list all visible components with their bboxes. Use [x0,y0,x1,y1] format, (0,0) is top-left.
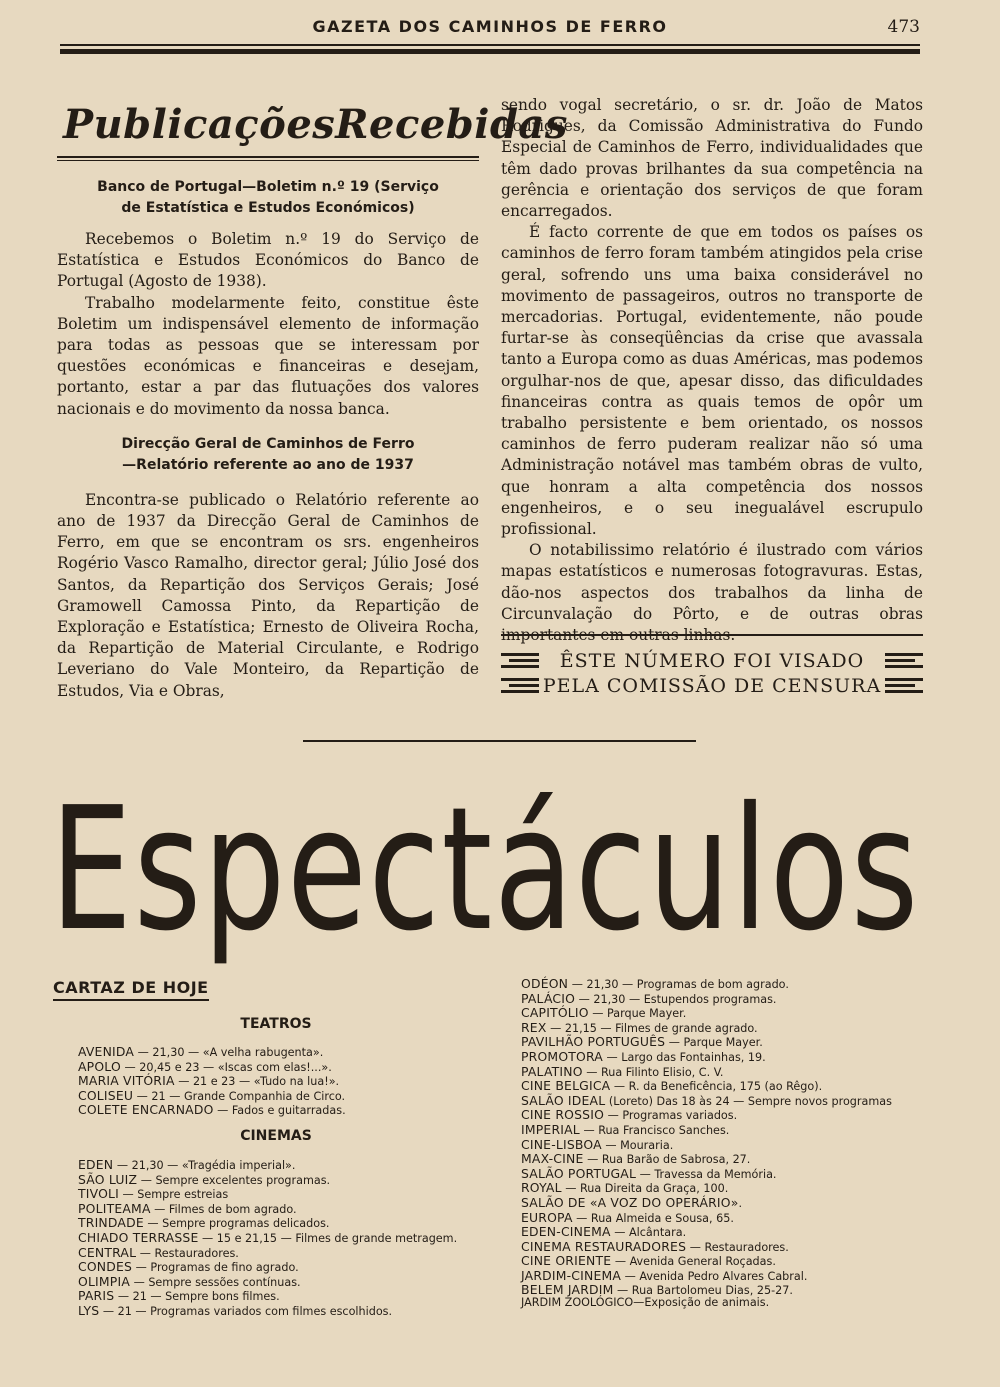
venue-name: SÃO LUIZ [78,1171,138,1187]
listing-item [521,1021,892,1036]
item2-paragraph2: sendo vogal secretário, o sr. dr. João de Matos Rodrigues, da Comissão Administrativa do Fundo Especial de Caminhos de Ferro, individualidades que têm dado provas brilhantes da sua competência na gerência e orientação dos serviços de que foram encarregados. [501,96,923,221]
venue-name: APOLO [78,1058,121,1074]
censorship-text1: ÊSTE NÚMERO FOI VISADO [559,649,865,672]
publication-title: GAZETA DOS CAMINHOS DE FERRO [312,17,668,36]
listing-item [78,1202,457,1217]
item1-heading [57,177,479,219]
venue-name: JARDIM-CINEMA [521,1267,622,1283]
jardim-zoologico: JARDIM ZOOLÓGICO—Exposição de animais. [521,1296,770,1309]
listing-item [78,1275,457,1290]
venue-name: COLETE ENCARNADO [78,1102,214,1118]
venue-info: — Fados e guitarradas. [213,1104,346,1118]
venue-name: COLISEU [78,1087,134,1103]
listing-item [78,1074,346,1089]
page-header [60,17,920,41]
venue-name: PARIS [78,1288,115,1304]
listing-item [521,1211,892,1226]
venue-name: CAPITÓLIO [521,1005,589,1021]
venue-info: — 21,30 — «A velha rabugenta». [134,1046,324,1059]
venue-name: REX [521,1019,547,1035]
listing-item [78,1187,457,1202]
listing-item [78,1260,457,1275]
listing-item [521,1138,892,1153]
venue-info: — Sempre estreias [119,1188,229,1202]
title-rule-thin [57,160,479,161]
venue-name: CINE BELGICA [521,1078,611,1094]
venue-info: — Largo das Fontainhas, 19. [602,1050,766,1064]
listing-item [521,1079,892,1094]
item2-paragraph3: É facto corrente de que em todos os países os caminhos de ferro foram também atingidos pela crise geral, sofrendo uns uma baixa considerável no movimento de passageiros, outros no transporte de mercadorias. Portugal, evidentemente, não poude furtar-se às conseqüências da crise que avassala tanto a Europa como as duas Américas, mas podemos orgulhar-nos de que, apesar disso, das dificuldades financeiras contra as quais temos de opôr um trabalho persistente e bem orientado, os nossos caminhos de ferro puderam realizar não só uma Administração notável mas também obras de vulto, que honram a alta competência dos nossos engenheiros, e o seu inegualável escrupulo profissional. [501,223,923,539]
cinemas-right-list [521,977,892,1298]
section-title-publicacoes [57,92,568,156]
venue-info: — Mouraria. [601,1138,674,1152]
venue-name: CINE-LISBOA [521,1136,602,1152]
listing-item [521,1050,892,1065]
venue-info: — Rua Bartolomeu Dias, 25-27. [613,1284,793,1298]
venue-info: — Programas variados. [604,1109,738,1123]
venue-name: PALÁCIO [521,990,576,1006]
listing-item [521,977,892,992]
venue-name: MAX-CINE [521,1151,584,1167]
venue-info: — Alcântara. [610,1226,687,1240]
listing-item [521,1006,892,1021]
listing-item [78,1246,457,1261]
listing-item [78,1173,457,1188]
venue-info: — Rua Barão de Sabrosa, 27. [583,1153,751,1167]
venue-info: — Parque Mayer. [665,1036,763,1050]
venue-name: CINE ROSSIO [521,1107,605,1123]
censorship-notice [501,634,923,698]
header-rule-thin [60,44,920,46]
venue-info: — Filmes de bom agrado. [150,1202,297,1216]
venue-info: — Rua Almeida e Sousa, 65. [572,1211,734,1225]
item2-heading-line1: Direcção Geral de Caminhos de Ferro [121,435,415,452]
teatros-heading: TEATROS [240,1016,312,1032]
venue-name: POLITEAMA [78,1200,151,1216]
listing-item [521,1269,892,1284]
listing-item [78,1103,346,1118]
venue-info: — 15 e 21,15 — Filmes de grande metragem. [198,1231,458,1245]
venue-info: . [738,1196,743,1210]
item2-heading [57,434,479,476]
venue-name: EDEN [78,1157,114,1172]
cartaz-heading: CARTAZ DE HOJE [53,978,209,1001]
listing-item [78,1158,457,1173]
censorship-line2 [501,673,923,698]
decor-bars-icon [501,653,539,668]
venue-info: — Sempre excelentes programas. [137,1173,331,1187]
venue-info: — Parque Mayer. [588,1007,687,1021]
venue-info: — 21,30 — Programas de bom agrado. [568,978,789,991]
venue-name: ODÉON [521,976,569,991]
listing-item [521,1152,892,1167]
decor-bars-icon [501,678,539,693]
venue-name: CINE ORIENTE [521,1253,612,1269]
venue-info: — Restauradores. [686,1240,789,1254]
venue-info: — Sempre programas delicados. [143,1217,330,1231]
listing-item [521,1240,892,1255]
item1-paragraph1: Recebemos o Boletim n.º 19 do Serviço de Estatística e Estudos Económicos do Banco de Portugal (Agosto de 1938). [57,230,479,291]
venue-info: — Programas de fino agrado. [132,1261,299,1275]
left-column [57,92,568,702]
venue-name: TRINDADE [78,1215,144,1231]
venue-name: PALATINO [521,1063,583,1079]
section-divider [303,740,696,742]
section-title-word1: Publicações [63,100,336,148]
title-rule [57,156,479,158]
listing-item [521,1196,892,1211]
venue-name: AVENIDA [78,1044,135,1059]
venue-info: — Avenida Pedro Alvares Cabral. [621,1269,808,1283]
venue-info: — 21 e 23 — «Tudo na lua!». [174,1075,340,1089]
venue-name: SALÃO PORTUGAL [521,1165,637,1181]
venue-name: SALÃO DE «A VOZ DO OPERÁRIO» [521,1194,739,1210]
listing-item [521,1181,892,1196]
listing-item [78,1289,457,1304]
venue-info: — Avenida General Roçadas. [611,1255,776,1269]
venue-name: PAVILHÃO PORTUGUÊS [521,1034,666,1050]
listing-item [78,1304,457,1319]
item2-heading-line2: —Relatório referente ao ano de 1937 [122,456,414,473]
venue-name: TIVOLI [78,1186,119,1202]
listing-item [521,1167,892,1182]
listing-item [78,1089,346,1104]
listing-item [521,1225,892,1240]
censorship-line1 [501,648,923,673]
listing-item [521,1094,892,1109]
venue-info: — Rua Direita da Graça, 100. [561,1182,729,1196]
item1-heading-line2: de Estatística e Estudos Económicos) [121,200,415,216]
venue-name: CONDES [78,1259,133,1275]
venue-info: — 21 — Grande Companhia de Circo. [133,1089,346,1103]
venue-info: — Rua Francisco Sanches. [579,1123,730,1137]
venue-info: — Sempre sessões contínuas. [130,1275,301,1289]
venue-info: — 21 — Programas variados com filmes escolhidos. [99,1304,393,1318]
venue-name: CHIADO TERRASSE [78,1229,199,1245]
item2-paragraph4: O notabilissimo relatório é ilustrado com vários mapas estatísticos e numerosas fotogravuras. Estas, dão-nos aspectos dos trabalhos da linha de Circunvalação do Pôrto, e de outras obras importantes em outras linhas. [501,541,923,645]
venue-info: — 21 — Sempre bons filmes. [114,1290,280,1304]
listing-item [78,1060,346,1075]
venue-info: (Loreto) Das 18 às 24 — Sempre novos programas [605,1094,892,1108]
venue-name: PROMOTORA [521,1048,603,1064]
listing-item [78,1045,346,1060]
venue-name: CINEMA RESTAURADORES [521,1238,687,1254]
censorship-rule [501,634,923,636]
venue-info: — Restauradores. [136,1246,239,1260]
venue-name: EDEN-CINEMA [521,1224,611,1240]
listing-item [521,992,892,1007]
venue-name: ROYAL [521,1180,562,1196]
venue-name: BELEM JARDIM [521,1282,614,1298]
section-title-word2: Recebidas [335,100,568,148]
cinemas-heading: CINEMAS [240,1128,312,1144]
page-number: 473 [887,17,920,37]
venue-info: — 21,15 — Filmes de grande agrado. [546,1021,758,1035]
listing-item [78,1231,457,1246]
right-column [501,95,923,646]
venue-name: EUROPA [521,1209,573,1225]
venue-info: — 21,30 — Estupendos programas. [575,992,777,1006]
espectaculos-title: Espectáculos [50,771,920,969]
listing-item [78,1216,457,1231]
header-rule-thick [60,49,920,54]
venue-name: CENTRAL [78,1244,137,1260]
venue-name: IMPERIAL [521,1121,580,1137]
listing-item [521,1065,892,1080]
venue-info: — 21,30 — «Tragédia imperial». [113,1159,296,1172]
item1-paragraph2: Trabalho modelarmente feito, constitue êste Boletim um indispensável elemento de informação para todas as pessoas que se interessam por questões económicas e financeiras e desejam, portanto, estar a par das flutuações dos valores nacionais e do movimento da nossa banca. [57,293,479,418]
censorship-text2: PELA COMISSÃO DE CENSURA [542,674,882,697]
venue-name: SALÃO IDEAL [521,1092,606,1108]
item2-paragraph1: Encontra-se publicado o Relatório referente ao ano de 1937 da Direcção Geral de Caminhos de Ferro, em que se encontram os srs. engenheiros Rogério Vasco Ramalho, director geral; Júlio José dos Santos, da Repartição dos Serviços Gerais; José Gramowell Camossa Pinto, da Repartição de Exploração e Estatística; Ernesto de Oliveira Rocha, da Repartição de Material Circulante, e Rodrigo Leveriano do Vale Monteiro, da Repartição de Estudos, Via e Obras, [57,490,479,700]
teatros-list [78,1045,346,1118]
venue-info: — R. da Beneficência, 175 (ao Rêgo). [610,1080,823,1094]
listing-item [521,1108,892,1123]
decor-bars-icon [885,678,923,693]
listing-item [521,1035,892,1050]
venue-name: LYS [78,1302,100,1318]
venue-info: — Travessa da Memória. [636,1167,777,1181]
decor-bars-icon [885,653,923,668]
venue-name: OLIMPIA [78,1273,131,1289]
item1-heading-line1: Banco de Portugal—Boletim n.º 19 (Serviço [97,179,439,195]
listing-item [521,1254,892,1269]
venue-info: — 20,45 e 23 — «Iscas com elas!...». [120,1060,332,1074]
venue-name: MARIA VITÓRIA [78,1073,175,1089]
venue-info: — Rua Filinto Elisio, C. V. [582,1065,724,1079]
cinemas-list [78,1158,457,1319]
listing-item [521,1123,892,1138]
